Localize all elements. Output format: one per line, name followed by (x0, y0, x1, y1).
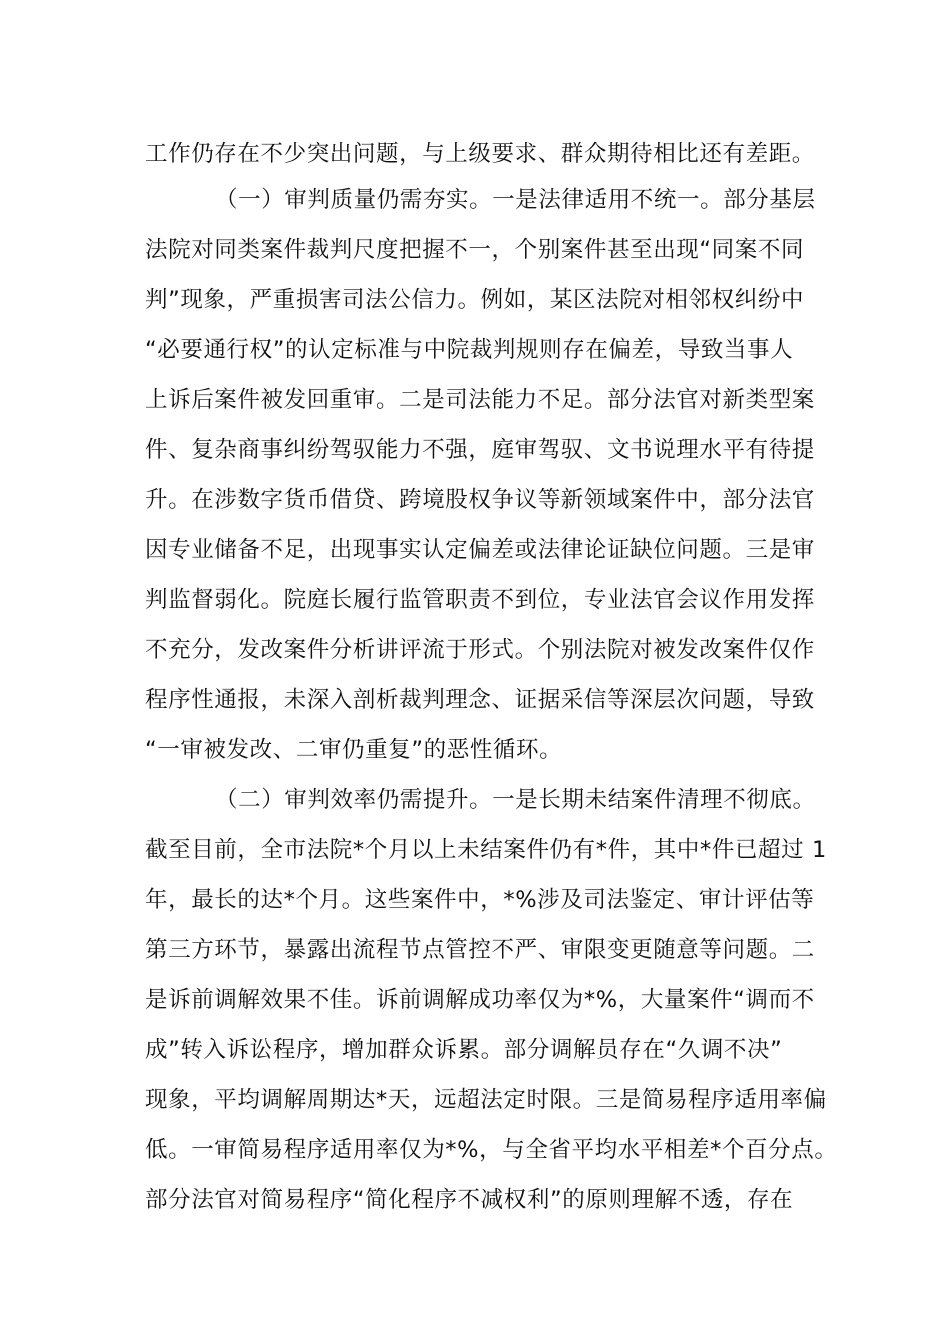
body-text-line: 现象，平均调解周期达*天，远超法定时限。三是简易程序适用率偏 (145, 1087, 827, 1113)
body-text-line: 因专业储备不足，出现事实认定偏差或法律论证缺位问题。三是审 (145, 537, 815, 563)
body-text-line: “一审被发改、二审仍重复”的恶性循环。 (145, 737, 563, 763)
body-text-line: 判”现象，严重损害司法公信力。例如，某区法院对相邻权纠纷中 (145, 287, 805, 313)
body-text-line: 部分法官对简易程序“简化程序不减权利”的原则理解不透，存在 (145, 1187, 794, 1213)
body-text-line: 成”转入诉讼程序，增加群众诉累。部分调解员存在“久调不决” (145, 1037, 783, 1063)
body-text-line: 判监督弱化。院庭长履行监管职责不到位，专业法官会议作用发挥 (145, 587, 815, 613)
body-text-line: 不充分，发改案件分析讲评流于形式。个别法院对被发改案件仅作 (145, 637, 815, 663)
body-text-line: 截至目前，全市法院*个月以上未结案件仍有*件，其中*件已超过 1 (145, 837, 827, 863)
body-text-line: 升。在涉数字货币借贷、跨境股权争议等新领域案件中，部分法官 (145, 487, 815, 513)
body-text-line: 第三方环节，暴露出流程节点管控不严、审限变更随意等问题。二 (145, 937, 815, 963)
section-heading-line: （一）审判质量仍需夯实。一是法律适用不统一。部分基层 (215, 187, 816, 213)
body-text-line: 年，最长的达*个月。这些案件中，*%涉及司法鉴定、审计评估等 (145, 887, 815, 913)
body-text-line: 上诉后案件被发回重审。二是司法能力不足。部分法官对新类型案 (145, 387, 815, 413)
body-text-line: 低。一审简易程序适用率仅为*%，与全省平均水平相差*个百分点。 (145, 1137, 838, 1163)
body-text-line: 是诉前调解效果不佳。诉前调解成功率仅为*%，大量案件“调而不 (145, 987, 815, 1013)
body-text-line: 件、复杂商事纠纷驾驭能力不强，庭审驾驭、文书说理水平有待提 (145, 437, 815, 463)
section-heading-line: （二）审判效率仍需提升。一是长期未结案件清理不彻底。 (215, 787, 816, 813)
body-text-line: 程序性通报，未深入剖析裁判理念、证据采信等深层次问题，导致 (145, 687, 815, 713)
body-text-line: 法院对同类案件裁判尺度把握不一，个别案件甚至出现“同案不同 (145, 237, 805, 263)
body-text-line: “必要通行权”的认定标准与中院裁判规则存在偏差，导致当事人 (145, 337, 794, 363)
body-text-line: 工作仍存在不少突出问题，与上级要求、群众期待相比还有差距。 (145, 141, 815, 167)
